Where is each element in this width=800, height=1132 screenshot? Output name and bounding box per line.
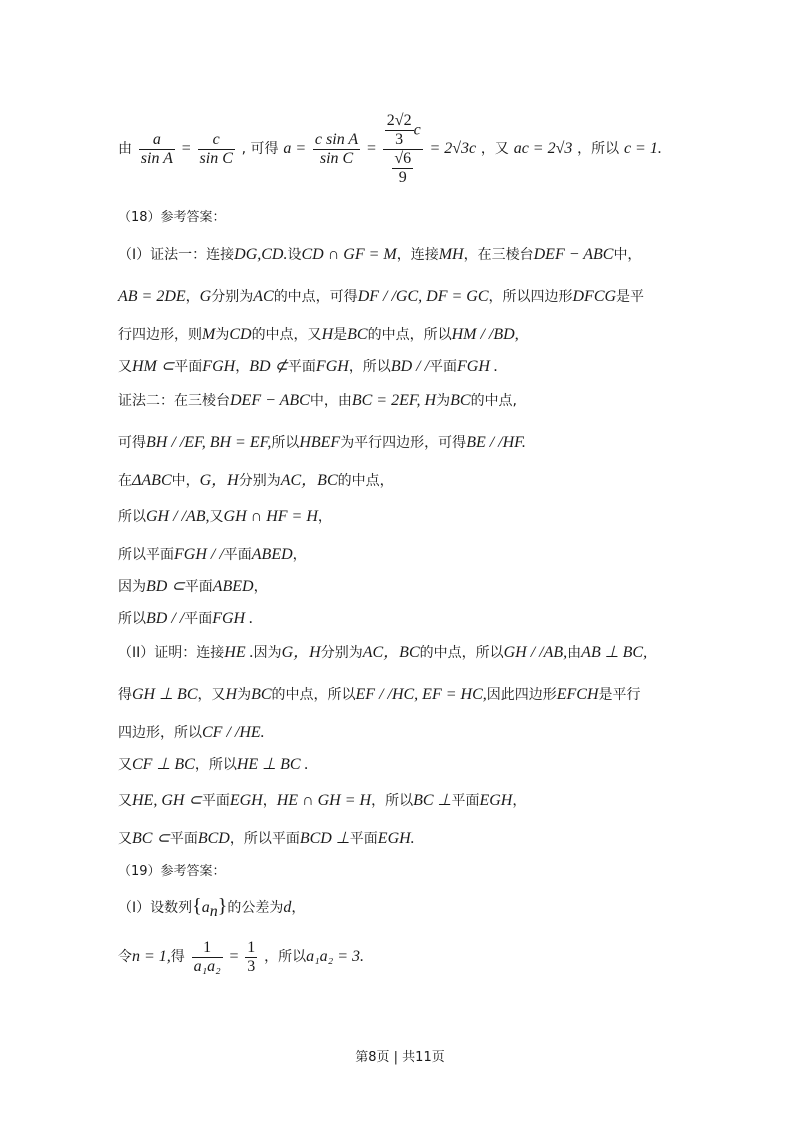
- text: 由: [118, 141, 132, 157]
- proof-line: 所以平面FGH / /平面ABED，: [118, 546, 307, 563]
- math: ac = 2√3: [513, 140, 573, 157]
- fraction-1-3: $\frac{1}{3}$: [247, 938, 256, 975]
- math: c = 1.: [623, 140, 662, 157]
- fraction-nested: $\frac{2√2}{3}$ c $\frac{√6}{9}$: [383, 112, 423, 187]
- fraction-c-sinC: $\frac{c}{\text{sin C}}$: [199, 130, 233, 167]
- proof-line: 所以BD / /平面FGH .: [118, 610, 254, 627]
- fraction-csinA-sinC: $\frac{\text{c sin A}}{\text{sin C}}$: [314, 130, 359, 167]
- formula-line: 由 $\frac{a}{\text{sin A}}$ = $\frac{c}{\text{sin C}}$ , 可得 a = $\frac{\text{c sin A}}{\text{sin C}}$ = $\frac{2√2}{3}$ c $\frac{√6}{9}$ = 2√3c ，又 ac = 2√3 ，所以 c = 1.: [118, 111, 662, 186]
- proof-line: 又CF ⊥ BC，所以HE ⊥ BC .: [118, 756, 309, 773]
- proof-line: 因为BD ⊂平面ABED，: [118, 578, 268, 595]
- math: a =: [283, 140, 307, 157]
- math: = 2√3c: [429, 140, 477, 157]
- proof-line: （II）证明：连接HE .因为G，H分别为AC，BC的中点，所以GH / /AB,由AB ⊥ BC,: [118, 644, 648, 661]
- proof-line: 所以GH / /AB,又GH ∩ HF = H，: [118, 508, 332, 525]
- proof-line: （I）证法一：连接DG,CD.设CD ∩ GF = M，连接MH，在三棱台DEF − ABC中，: [118, 246, 642, 263]
- proof-line: 又BC ⊂平面BCD，所以平面BCD ⊥平面EGH.: [118, 830, 415, 847]
- text: ，所以: [577, 141, 620, 157]
- proof-line: 行四边形，则M为CD的中点，又H是BC的中点，所以HM / /BD,: [118, 326, 519, 343]
- solution-line: （I）设数列$\{a_n\}$的公差为d，: [118, 895, 306, 920]
- text: ，又: [480, 141, 509, 157]
- text: , 可得: [241, 141, 279, 157]
- proof-line: 又HE, GH ⊂平面EGH，HE ∩ GH = H，所以BC ⊥平面EGH，: [118, 792, 527, 809]
- proof-line: 证法二：在三棱台DEF − ABC中，由BC = 2EF, H为BC的中点,: [118, 392, 518, 409]
- proof-line: 在ΔABC中，G，H分别为AC，BC的中点，: [118, 472, 394, 489]
- proof-line: 得GH ⊥ BC，又H为BC的中点，所以EF / /HC, EF = HC,因此四边形EFCH是平行: [118, 686, 641, 703]
- fraction-1-a1a2: $\frac{1}{\text{a₁a₂}}$: [193, 938, 221, 975]
- section-heading-19: （19）参考答案：: [118, 864, 226, 879]
- proof-line: 四边形，所以CF / /HE.: [118, 724, 265, 741]
- section-heading-18: （18）参考答案：: [118, 210, 226, 225]
- proof-line: AB = 2DE，G分别为AC的中点，可得DF / /GC, DF = GC，所以四边形DFCG是平: [118, 288, 645, 305]
- page-footer: 第8页 | 共11页: [355, 1050, 445, 1065]
- proof-line: 可得BH / /EF, BH = EF,所以HBEF为平行四边形，可得BE / /HF.: [118, 434, 526, 451]
- fraction-a-sinA: $\frac{a}{\text{sin A}}$: [140, 130, 173, 167]
- solution-line: 令n = 1,得 $\frac{1}{\text{a₁a₂}}$ = $\frac{1}{3}$ ，所以a₁a₂ = 3.: [118, 938, 364, 975]
- proof-line: 又HM ⊂平面FGH，BD ⊄平面FGH，所以BD / /平面FGH .: [118, 358, 498, 375]
